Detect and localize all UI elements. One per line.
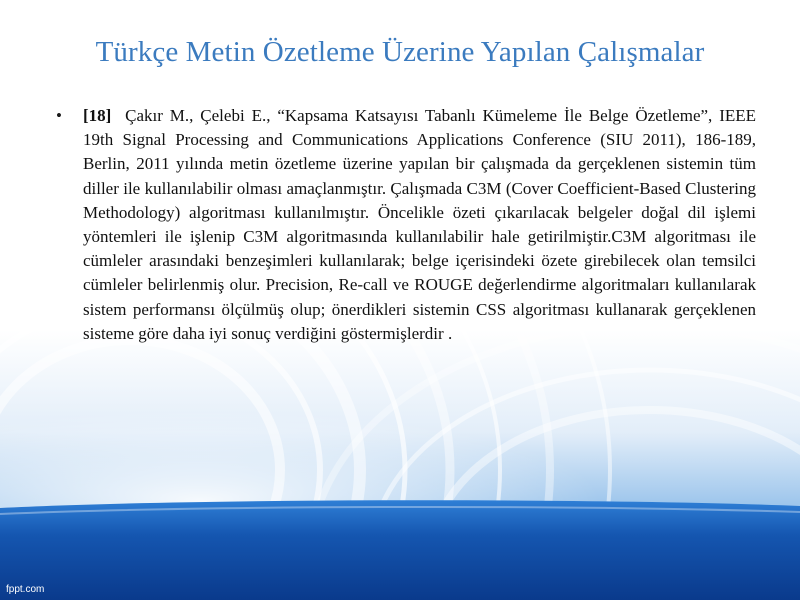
reference-body-text: Çakır M., Çelebi E., “Kapsama Katsayısı Tabanlı Kümeleme İle Belge Özetleme”, IEEE 19th Signal Processing and Communications Applications Conference (SIU 2011), 186-189, Berlin, 2011 yılında metin özetleme üzerine yapılan bir çalışmada da gerçeklenen sistemin tüm diller ile kullanılabilir olması amaçlanmıştır. Çalışmada C3M (Cover Coefficient-Based Clustering Methodology) algoritması kullanılmıştır. Öncelikle özeti çıkarılacak belgeler doğal dil işlemi yöntemleri ile işlenip C3M algoritmasında kullanılabilir hale getirilmiştir.C3M algoritması ile cümleler arasındaki benzeşimleri kullanılarak; belge içerisindeki özete girebilecek olan temsilci cümleler belirlenmiş olur. Precision, Re-call ve ROUGE değerlendirme algoritmaları kullanılarak sistem performansı ölçülmüş olup; önerdikleri sistemin CSS algoritması kullanarak gerçeklenen sisteme göre daha iyi sonuç verdiğini göstermişlerdir . <box>83 106 757 343</box>
bullet-marker: • <box>56 106 62 125</box>
bullet-item <box>56 104 756 346</box>
footer-brand: fppt.com <box>6 584 45 595</box>
reference-number: [18] <box>83 106 112 125</box>
slide-title: Türkçe Metin Özetleme Üzerine Yapılan Çalışmalar <box>95 36 705 68</box>
slide-content <box>56 104 756 346</box>
bullet-text <box>83 104 756 346</box>
